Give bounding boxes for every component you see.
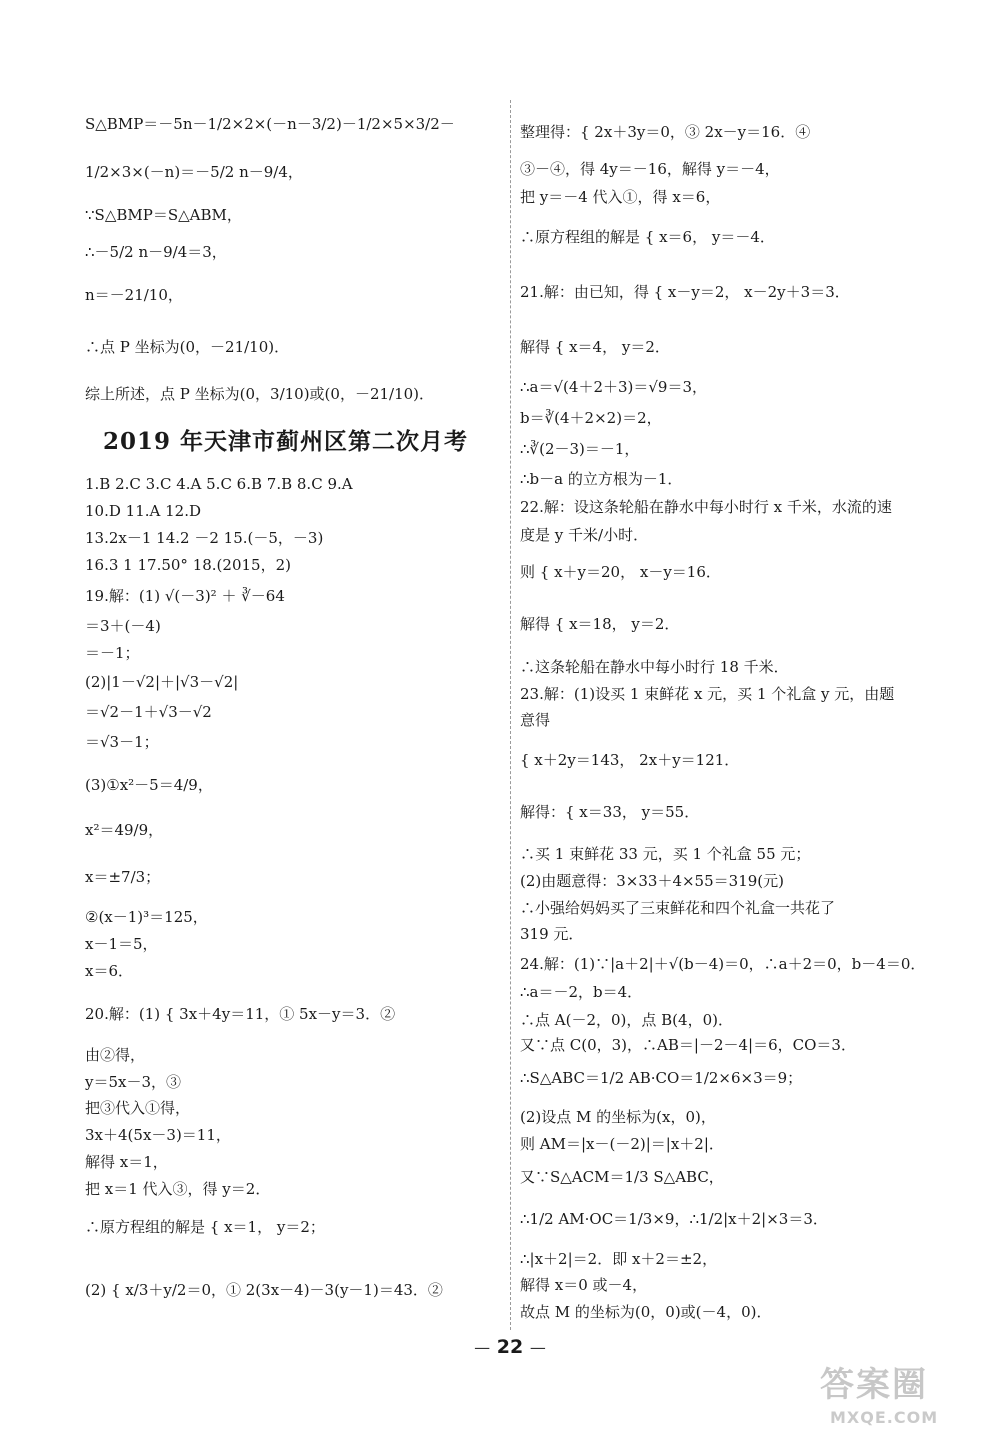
text-line: ∴－5/2 n－9/4＝3， bbox=[85, 243, 227, 261]
answer-line: 10.D 11.A 12.D bbox=[85, 502, 201, 520]
text-line: (2)由题意得：3×33＋4×55＝319(元) bbox=[520, 872, 784, 890]
solution-line: x²＝49/9， bbox=[85, 821, 164, 839]
text-line: ∴小强给妈妈买了三束鲜花和四个礼盒一共花了 bbox=[520, 899, 836, 917]
text-line: ∴这条轮船在静水中每小时行 18 千米． bbox=[520, 658, 789, 676]
text-line: (2)设点 M 的坐标为(x，0)， bbox=[520, 1108, 716, 1126]
solution-line: 把 x＝1 代入③，得 y＝2． bbox=[85, 1180, 271, 1198]
solution-line: (2) { x/3＋y/2＝0，① 2(3x－4)－3(y－1)＝43．② bbox=[85, 1281, 443, 1299]
answer-line: 13.2x－1 14.2 －2 15.(－5，－3) bbox=[85, 529, 324, 547]
text-line: 解得 { x＝4， y＝2． bbox=[520, 338, 670, 356]
watermark-logo bbox=[820, 1365, 985, 1430]
text-line: 又∵点 C(0，3)，∴AB＝|－2－4|＝6，CO＝3． bbox=[520, 1036, 856, 1054]
text-line: ∴买 1 束鲜花 33 元，买 1 个礼盒 55 元； bbox=[520, 845, 811, 863]
text-line: ∴∛(2－3)＝－1， bbox=[520, 440, 640, 458]
solution-line: x－1＝5， bbox=[85, 935, 158, 953]
solution-line: x＝6． bbox=[85, 962, 134, 980]
solution-line: (2)|1－√2|＋|√3－√2| bbox=[85, 673, 239, 691]
solution-line: ∴原方程组的解是 { x＝1， y＝2； bbox=[85, 1218, 325, 1236]
text-line: 综上所述，点 P 坐标为(0，3/10)或(0，－21/10)． bbox=[85, 385, 435, 403]
solution-line: x＝±7/3； bbox=[85, 868, 161, 886]
solution-line: ＝3＋(－4) bbox=[85, 617, 161, 635]
section-title: 2019 年天津市蓟州区第二次月考 bbox=[103, 428, 469, 455]
text-line: ∴b－a 的立方根为－1． bbox=[520, 470, 683, 488]
text-line: ∴点 A(－2，0)，点 B(4，0)． bbox=[520, 1011, 733, 1029]
watermark-text: 答案圈 bbox=[820, 1365, 928, 1405]
text-line: 故点 M 的坐标为(0，0)或(－4，0)． bbox=[520, 1303, 772, 1321]
text-line: ∴a＝－2，b＝4． bbox=[520, 983, 643, 1001]
solution-line: ＝－1； bbox=[85, 644, 140, 662]
text-line: 21.解：由已知，得 { x－y＝2， x－2y＋3＝3． bbox=[520, 283, 850, 301]
solution-line: 20.解：(1) { 3x＋4y＝11，① 5x－y＝3．② bbox=[85, 1005, 396, 1023]
text-line: 解得 { x＝18， y＝2． bbox=[520, 615, 680, 633]
text-line: S△BMP＝－5n－1/2×2×(－n－3/2)－1/2×5×3/2－ bbox=[85, 115, 455, 133]
text-line: 24.解：(1)∵|a＋2|＋√(b－4)＝0，∴a＋2＝0，b－4＝0． bbox=[520, 955, 926, 973]
page-number-value: 22 bbox=[496, 1336, 524, 1358]
text-line: 解得 x＝0 或－4， bbox=[520, 1276, 648, 1294]
solution-line: 3x＋4(5x－3)＝11， bbox=[85, 1126, 231, 1144]
solution-line: (3)①x²－5＝4/9， bbox=[85, 776, 213, 794]
text-line: ∴a＝√(4＋2＋3)＝√9＝3， bbox=[520, 378, 708, 396]
text-line: 1/2×3×(－n)＝－5/2 n－9/4， bbox=[85, 163, 303, 181]
text-line: 解得：{ x＝33， y＝55． bbox=[520, 803, 700, 821]
text-line: 则 AM＝|x－(－2)|＝|x＋2|． bbox=[520, 1135, 724, 1153]
column-divider bbox=[510, 100, 511, 1330]
text-line: 22.解：设这条轮船在静水中每小时行 x 千米，水流的速 bbox=[520, 498, 892, 516]
solution-line: y＝5x－3，③ bbox=[85, 1073, 182, 1091]
text-line: 23.解：(1)设买 1 束鲜花 x 元，买 1 个礼盒 y 元，由题 bbox=[520, 685, 895, 703]
answer-line: 1.B 2.C 3.C 4.A 5.C 6.B 7.B 8.C 9.A bbox=[85, 475, 353, 493]
solution-line: 由②得， bbox=[85, 1046, 146, 1064]
text-line: ③－④，得 4y＝－16，解得 y＝－4， bbox=[520, 160, 780, 178]
page-number bbox=[460, 1338, 560, 1357]
watermark-url: MXQE.COM bbox=[830, 1408, 939, 1427]
solution-line: ②(x－1)³＝125， bbox=[85, 908, 208, 926]
text-line: b＝∛(4＋2×2)＝2， bbox=[520, 409, 662, 427]
text-line: n＝－21/10， bbox=[85, 286, 183, 304]
text-line: ∴原方程组的解是 { x＝6， y＝－4． bbox=[520, 228, 775, 246]
solution-line: ＝√3－1； bbox=[85, 733, 159, 751]
text-line: 把 y＝－4 代入①，得 x＝6， bbox=[520, 188, 721, 206]
text-line: ∴S△ABC＝1/2 AB·CO＝1/2×6×3＝9； bbox=[520, 1069, 803, 1087]
answer-line: 16.3 1 17.50° 18.(2015，2) bbox=[85, 556, 291, 574]
text-line: ∴|x＋2|＝2．即 x＋2＝±2， bbox=[520, 1250, 718, 1268]
text-line: 意得 bbox=[520, 711, 551, 729]
page-dash-left: — bbox=[474, 1338, 491, 1357]
solution-line: 19.解：(1) √(－3)² ＋ ∛－64 bbox=[85, 587, 285, 605]
text-line: 又∵S△ACM＝1/3 S△ABC， bbox=[520, 1168, 724, 1186]
text-line: ∴点 P 坐标为(0，－21/10)． bbox=[85, 338, 290, 356]
text-line: 319 元． bbox=[520, 925, 584, 943]
text-line: 则 { x＋y＝20， x－y＝16． bbox=[520, 563, 721, 581]
solution-line: 把③代入①得， bbox=[85, 1099, 191, 1117]
text-line: ∴1/2 AM·OC＝1/3×9，∴1/2|x＋2|×3＝3． bbox=[520, 1210, 828, 1228]
solution-line: 解得 x＝1， bbox=[85, 1153, 168, 1171]
text-line: ∵S△BMP＝S△ABM， bbox=[85, 206, 242, 224]
page-dash-right: — bbox=[529, 1338, 546, 1357]
text-line: 度是 y 千米/小时． bbox=[520, 526, 649, 544]
text-line: 整理得：{ 2x＋3y＝0，③ 2x－y＝16．④ bbox=[520, 123, 811, 141]
solution-line: ＝√2－1＋√3－√2 bbox=[85, 703, 212, 721]
text-line: { x＋2y＝143， 2x＋y＝121． bbox=[520, 751, 740, 769]
